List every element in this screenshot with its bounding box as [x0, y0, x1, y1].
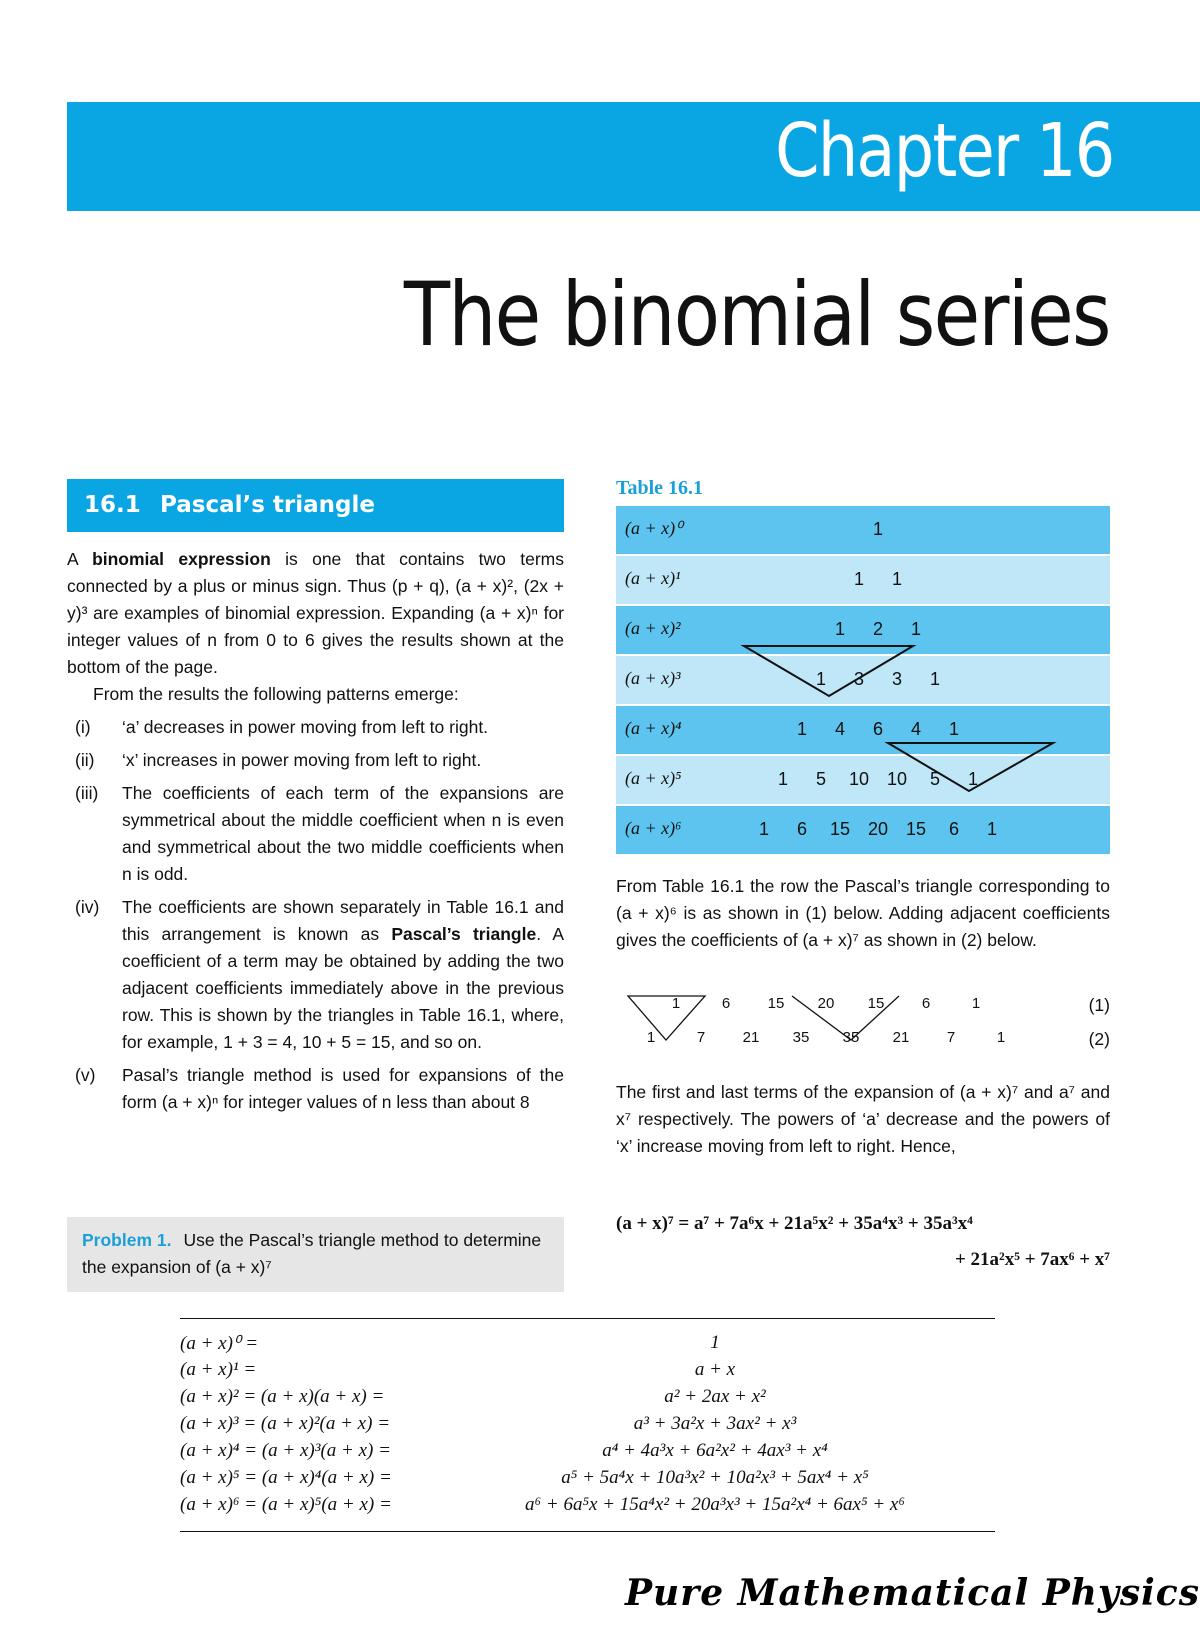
expansion-rhs: a⁶ + 6a⁵x + 15a⁴x² + 20a³x³ + 15a²x⁴ + 6ax⁵ + x⁶ — [525, 1494, 905, 1515]
pascal-table — [616, 506, 1110, 856]
row-label: (a + x)⁴ — [625, 718, 682, 738]
coefficient-cell: 15 — [829, 819, 851, 839]
coefficient: 7 — [696, 1029, 706, 1046]
coefficient-cell: 6 — [796, 819, 808, 839]
chapter-label: Chapter 16 — [775, 108, 1114, 194]
patterns-intro: From the results the following patterns emerge: — [93, 684, 459, 704]
coefficient-cell: 1 — [872, 519, 884, 539]
pascal-row — [616, 606, 1110, 656]
coefficient-cell: 1 — [910, 619, 922, 639]
expansion-lhs: (a + x)⁵ = (a + x)⁴(a + x) = — [180, 1467, 392, 1488]
pascal-row — [616, 756, 1110, 806]
coefficient: 35 — [842, 1029, 860, 1046]
coefficient-cell: 6 — [948, 819, 960, 839]
coefficient-cell: 1 — [929, 669, 941, 689]
coefficient-cell: 1 — [777, 769, 789, 789]
expansion-line-2: + 21a²x⁵ + 7ax⁶ + x⁷ — [954, 1249, 1110, 1270]
list-item: (iii) The coefficients of each term of the expansions are symmetrical about the middle coefficient when n is even and symmetrical about the two middle coefficients when n is odd. — [75, 783, 564, 884]
coefficient: 35 — [792, 1029, 810, 1046]
expansion-line-1: (a + x)⁷ = a⁷ + 7a⁶x + 21a⁵x² + 35a⁴x³ + 35a³x⁴ — [616, 1213, 973, 1234]
row-label: (a + x)³ — [625, 668, 681, 688]
coefficient-cell: 6 — [872, 719, 884, 739]
coefficient-cell: 1 — [796, 719, 808, 739]
expansion-row — [180, 1332, 995, 1359]
list-item: (v) Pasal’s triangle method is used for expansions of the form (a + x)ⁿ for integer values of n less than about 8 — [75, 1065, 564, 1112]
chapter-banner — [67, 102, 1200, 211]
expansion-rhs: a⁴ + 4a³x + 6a²x² + 4ax³ + x⁴ — [602, 1440, 828, 1461]
coefficient-cell: 10 — [848, 769, 870, 789]
coefficient: 15 — [867, 995, 885, 1012]
expansion-lhs: (a + x)¹ = — [180, 1359, 257, 1380]
coefficient-cell: 2 — [872, 619, 884, 639]
expansion-rhs: a² + 2ax + x² — [664, 1386, 766, 1407]
expansion-rhs: a + x — [694, 1359, 736, 1380]
coefficient-cell: 5 — [815, 769, 827, 789]
left-column — [67, 546, 564, 1116]
expansion-row — [180, 1413, 995, 1440]
coefficient: 6 — [721, 995, 731, 1012]
intro-paragraph: A binomial expression is one that contains two terms connected by a plus or minus sign. Thus (p + q), (a + x)², (2x + y)³ are examples of binomial expression. Expanding (a + x)ⁿ for integer values of n from 0 to 6 gives the results shown at the bottom of the page. — [67, 549, 564, 677]
coefficient: 1 — [671, 995, 681, 1012]
coefficient: 21 — [742, 1029, 760, 1046]
coefficient: 15 — [767, 995, 785, 1012]
row-label: (a + x)⁶ — [625, 818, 682, 838]
chapter-title: The binomial series — [404, 263, 1110, 366]
problem-text: Use the Pascal’s triangle method to determine the expansion of (a + x)⁷ — [82, 1230, 542, 1277]
final-expansion — [616, 1213, 1110, 1283]
problem-label: Problem 1. — [82, 1230, 172, 1250]
expansion-rhs: a⁵ + 5a⁴x + 10a³x² + 10a²x³ + 5ax⁴ + x⁵ — [561, 1467, 869, 1488]
row-label: (a + x)¹ — [625, 568, 681, 588]
table-rule-bottom — [180, 1531, 995, 1532]
coefficient-cell: 1 — [815, 669, 827, 689]
coefficient-cell: 1 — [967, 769, 979, 789]
right-paragraph-2: The first and last terms of the expansion of (a + x)⁷ and a⁷ and x⁷ respectively. The powers of ‘a’ decrease and the powers of ‘x’ increase moving from left to right. Hence, — [616, 1082, 1110, 1156]
pascal-row — [616, 706, 1110, 756]
pascal-row — [616, 506, 1110, 556]
coefficient-cell: 1 — [986, 819, 998, 839]
term-pascals-triangle: Pascal’s triangle — [391, 924, 537, 944]
row-tag: (2) — [1088, 1029, 1110, 1049]
coefficient-cell: 15 — [905, 819, 927, 839]
expansion-rhs: a³ + 3a²x + 3ax² + x³ — [633, 1413, 797, 1434]
coefficient: 7 — [946, 1029, 956, 1046]
coefficient-cell: 3 — [891, 669, 903, 689]
expansion-rhs: 1 — [710, 1332, 720, 1353]
expansion-row — [180, 1359, 995, 1386]
expansion-row — [180, 1386, 995, 1413]
table-rule-top — [180, 1318, 995, 1319]
pascal-row — [616, 656, 1110, 706]
term-binomial-expression: binomial expression — [92, 549, 271, 569]
coefficient-cell: 1 — [891, 569, 903, 589]
expansion-lhs: (a + x)³ = (a + x)²(a + x) = — [180, 1413, 391, 1434]
section-heading — [67, 479, 564, 532]
expansion-row — [180, 1494, 995, 1521]
coefficient-cell: 3 — [853, 669, 865, 689]
list-item: (ii) ‘x’ increases in power moving from left to right. — [75, 750, 482, 770]
coefficient: 1 — [971, 995, 981, 1012]
expansion-lhs: (a + x)⁰ = — [180, 1333, 259, 1354]
row-label: (a + x)⁵ — [625, 768, 682, 788]
coefficient: 1 — [996, 1029, 1006, 1046]
coefficient-cell: 1 — [948, 719, 960, 739]
row-tag: (1) — [1088, 995, 1110, 1015]
coefficient-cell: 10 — [886, 769, 908, 789]
row-label: (a + x)⁰ — [625, 518, 683, 538]
coefficient: 21 — [892, 1029, 910, 1046]
coefficient-cell: 1 — [853, 569, 865, 589]
expansion-lhs: (a + x)⁶ = (a + x)⁵(a + x) = — [180, 1494, 392, 1515]
expansion-lhs: (a + x)² = (a + x)(a + x) = — [180, 1386, 385, 1407]
section-number: 16.1 — [84, 492, 141, 518]
footer-watermark: Pure Mathematical Physics — [624, 1572, 1200, 1614]
coefficient-cell: 5 — [929, 769, 941, 789]
expansion-lhs: (a + x)⁴ = (a + x)³(a + x) = — [180, 1440, 391, 1461]
expansion-row — [180, 1440, 995, 1467]
coefficient-cell: 1 — [834, 619, 846, 639]
problem-box — [67, 1217, 564, 1292]
coefficient-cell: 20 — [867, 819, 889, 839]
row-label: (a + x)² — [625, 618, 681, 638]
coefficient-cell: 4 — [910, 719, 922, 739]
coefficient-cell: 4 — [834, 719, 846, 739]
expansion-table — [180, 1332, 995, 1521]
pascal-row — [616, 806, 1110, 856]
table-caption: Table 16.1 — [616, 477, 704, 499]
coefficient: 6 — [921, 995, 931, 1012]
right-paragraph-1: From Table 16.1 the row the Pascal’s triangle corresponding to (a + x)⁶ is as shown in (1) below. Adding adjacent coefficients gives the coefficients of (a + x)⁷ as shown in (2) below. — [616, 876, 1110, 950]
expansion-row — [180, 1467, 995, 1494]
section-title: Pascal’s triangle — [160, 492, 375, 518]
coefficient: 1 — [646, 1029, 656, 1046]
coefficient: 20 — [817, 995, 835, 1012]
coefficient-rows — [616, 995, 1110, 1055]
pascal-row — [616, 556, 1110, 606]
coefficient-cell: 1 — [758, 819, 770, 839]
list-item: (iv) The coefficients are shown separately in Table 16.1 and this arrangement is known as Pascal’s triangle. A coefficient of a term may be obtained by adding the two adjacent coefficients immediately above in the previous row. This is shown by the triangles in Table 16.1, where, for example, 1 + 3 = 4, 10 + 5 = 15, and so on. — [75, 897, 564, 1052]
list-item: (i) ‘a’ decreases in power moving from left to right. — [75, 717, 489, 737]
